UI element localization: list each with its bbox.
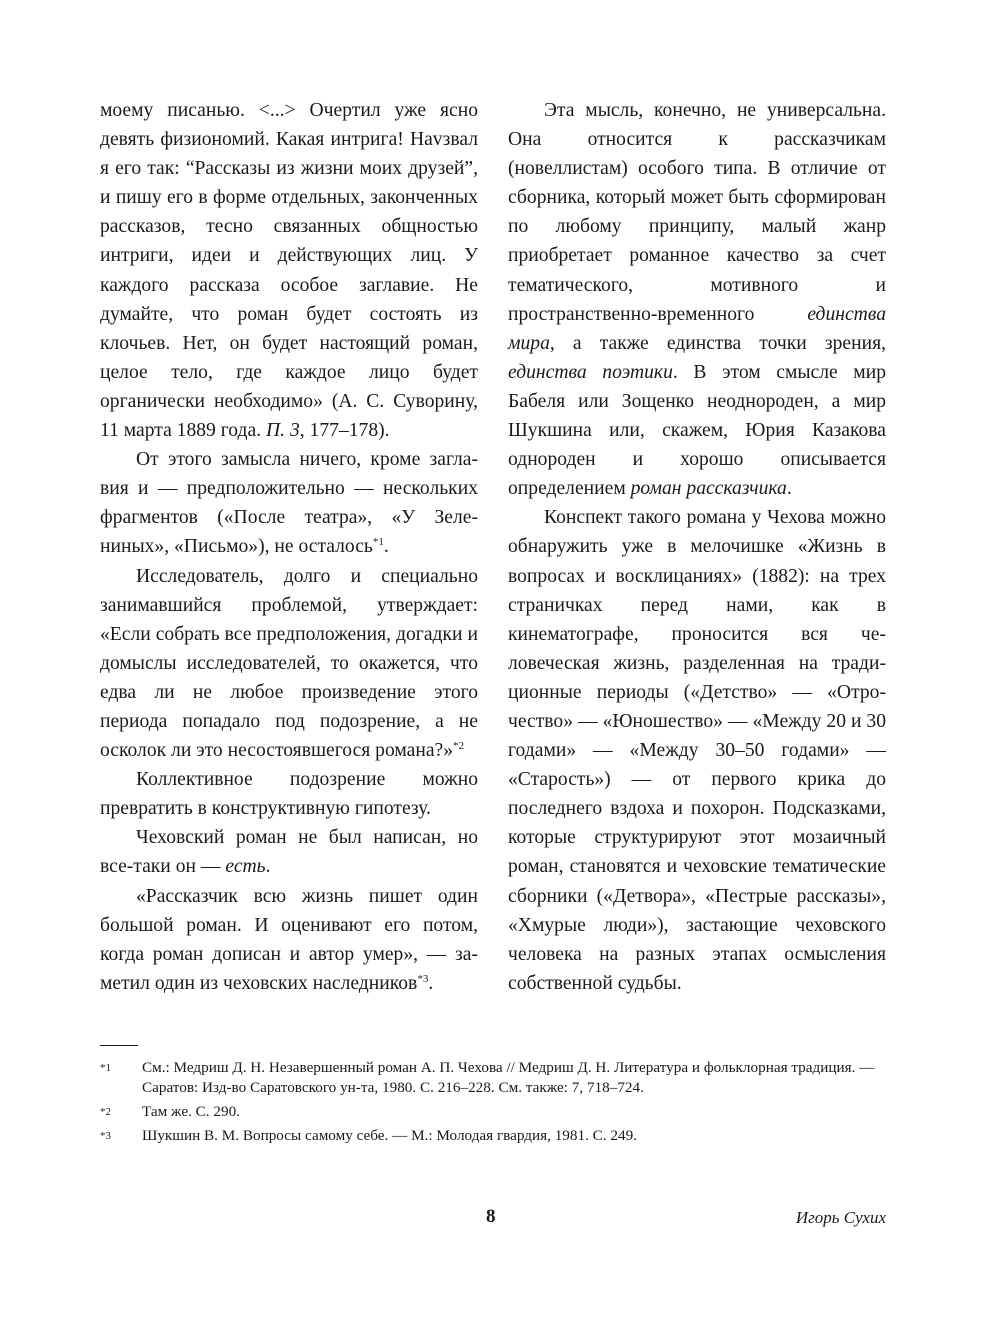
footnote-mark: *1 (100, 1062, 111, 1074)
paragraph-text: , а также единства точки зрения, (549, 332, 886, 354)
paragraph: Коллективное подозрение можно превратить в конструктивную гипотезу. (100, 769, 478, 820)
paragraph-text: «Рассказчик всю жизнь пишет один большой роман. И оценивают его потом, когда роман дописан и автор умер», — заметил один из чеховских наследников (100, 885, 478, 994)
footnote-ref[interactable]: *2 (453, 740, 465, 753)
italic-emphasis: единства мира (508, 303, 886, 354)
right-column (508, 96, 886, 998)
paragraph-text: От этого замысла ничего, кроме заглавия и — предположительно — нескольких фрагментов («После театра», «У Зелениных», «Письмо»), не осталось (100, 449, 478, 558)
footnote (100, 1126, 886, 1146)
paragraph-text: Исследователь, долго и специально занимавшийся проблемой, утверждает: «Если собрать все предположения, догадки и домыслы исследователей, то окажется, что едва ли не любое произведение этого периода попадало под подозрение, а не осколок ли это несостоявшегося романа?» (100, 565, 478, 762)
paragraph-text: моему писанью. <...> Очертил уже ясно девять физиономий. Какая интрига! Наvзвал я его так: “Рассказы из жизни моих друзей”, и пишу его в форме отдельных, законченных рассказов, тесно связанных общностью интриги, идеи и действующих лиц. У каждого рассказа особое заглавие. Не думайте, что роман будет состоять из клочьев. Нет, он будет настоящий роман, целое тело, где каждое лицо будет органически необходимо» (А. С. Суворину, 11 марта 1889 года. (100, 100, 478, 442)
paragraph-text: , 177–178). (299, 420, 390, 442)
running-head-author: Игорь Сухих (795, 1208, 886, 1227)
paragraph-text: . В этом смысле мир Бабеля или Зощенко неоднороден, а мир Шукшина или, скажем, Юрия Казакова однороден и хорошо описывается определением (508, 361, 886, 500)
paragraph-text: Эта мысль, конечно, не универсальна. Она относится к рассказчикам (новеллистам) особого типа. В отличие от сборника, который может быть сформирован по любому принципу, малый жанр приобретает романное качество за счет тематического, мотивного и пространственно-временного (508, 100, 886, 325)
paragraph-text: . (265, 856, 271, 878)
footnote-ref[interactable]: *1 (372, 536, 384, 549)
paragraph-text: . (786, 478, 792, 500)
paragraph: Конспект такого романа у Чехова можно обнаружить уже в мелочишке «Жизнь в вопросах и восклицаниях» (1882): на трех страничках перед нами, как в кинематографе, проносится вся человеческая жизнь, разделенная на традиционные периоды («Детство» — «Отрочество» — «Юношество» — «Между 20 и 30 годами» — «Между 30–50 годами» — «Старость») — от первого крика до последнего вздоха и похорон. Подсказками, которые структурируют этот мозаичный роман, становятся и чеховские тематические сборники («Детвора», «Пестрые рассказы», «Хмурые люди»), застающие чеховского человека на разных этапах осмысления собственной судьбы. (508, 507, 886, 994)
italic-emphasis: роман рассказчика (630, 478, 787, 500)
italic-citation: П. 3 (266, 420, 300, 442)
footnote-text: См.: Медриш Д. Н. Незавершенный роман А. П. Чехова // Медриш Д. Н. Литература и фольклорная традиция. — Саратов: Изд-во Саратовского ун-та, 1980. С. 216–228. См. также: 7, 718–724. (142, 1059, 875, 1096)
paragraph-text: . (383, 536, 389, 558)
footnote-mark: *2 (100, 1106, 111, 1118)
footnotes (100, 1058, 886, 1150)
footnote (100, 1058, 886, 1098)
footnote-mark: *3 (100, 1130, 111, 1142)
paragraph (100, 823, 478, 881)
footnote-ref[interactable]: *3 (417, 972, 429, 985)
paragraph-text: . (428, 972, 434, 994)
footnote-separator (100, 1045, 138, 1046)
footnote-text: Там же. С. 290. (142, 1103, 240, 1120)
footnote (100, 1102, 886, 1122)
paragraph (100, 445, 478, 561)
paragraph (508, 96, 886, 503)
paragraph-text: Чеховский роман не был написан, но все-таки он — (100, 827, 478, 878)
paragraph (100, 96, 478, 445)
page-number: 8 (486, 1206, 496, 1227)
left-column (100, 96, 478, 998)
paragraph (100, 882, 478, 998)
footnote-text: Шукшин В. М. Вопросы самому себе. — М.: Молодая гвардия, 1981. С. 249. (142, 1127, 637, 1144)
paragraph (100, 562, 478, 766)
italic-emphasis: есть (225, 856, 266, 878)
italic-emphasis: единства поэтики (508, 361, 673, 383)
